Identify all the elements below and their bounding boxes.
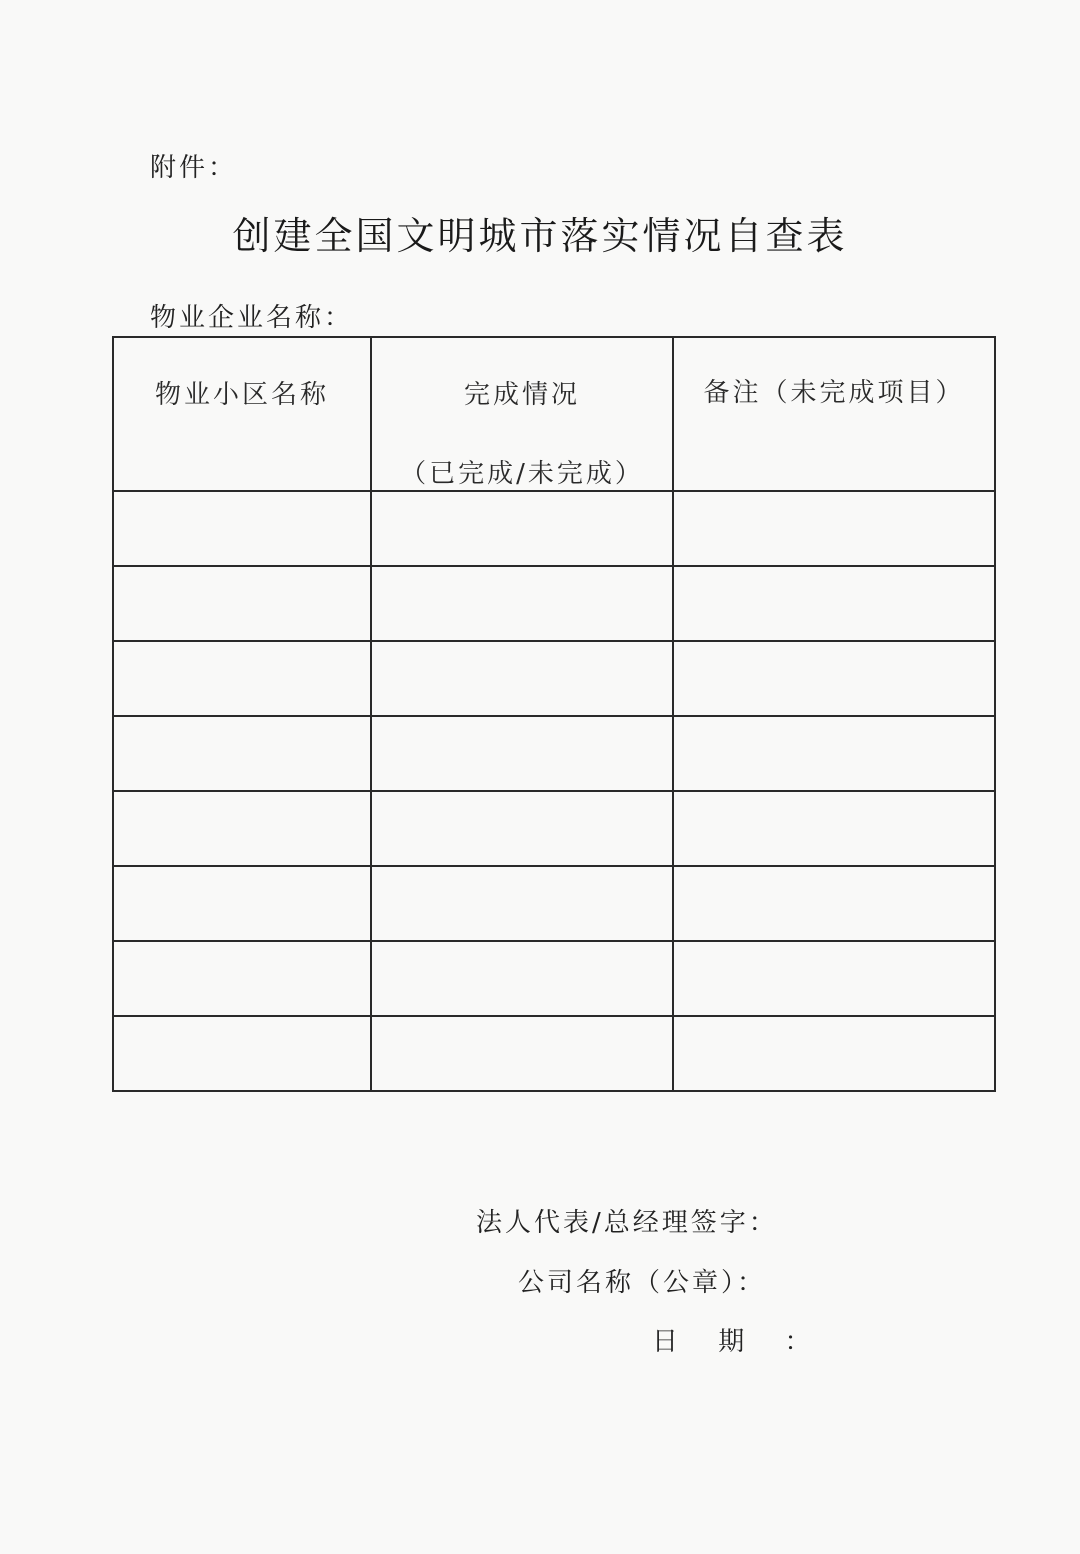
column-label: 完成情况 — [463, 380, 580, 410]
column-sublabel: （已完成/未完成） — [400, 459, 644, 489]
table-header-row — [113, 337, 995, 491]
company-name-label: 物业企业名称： — [150, 303, 354, 333]
table-cell-completion-status[interactable] — [371, 491, 673, 566]
self-check-table — [112, 336, 996, 1092]
table-cell-community-name[interactable] — [113, 866, 371, 941]
table-cell-completion-status[interactable] — [371, 716, 673, 791]
table-row — [113, 866, 995, 941]
table-cell-remarks[interactable] — [673, 491, 995, 566]
table-cell-community-name[interactable] — [113, 941, 371, 1016]
table-cell-remarks[interactable] — [673, 791, 995, 866]
column-header-remarks — [673, 337, 995, 491]
table-cell-community-name[interactable] — [113, 641, 371, 716]
table-cell-remarks[interactable] — [673, 716, 995, 791]
representative-signature-label: 法人代表/总经理签字： — [476, 1208, 778, 1238]
document-title: 创建全国文明城市落实情况自查表 — [232, 214, 848, 258]
company-seal-label: 公司名称（公章）： — [518, 1268, 767, 1298]
table-row — [113, 566, 995, 641]
table-row — [113, 491, 995, 566]
table-cell-remarks[interactable] — [673, 866, 995, 941]
table-cell-completion-status[interactable] — [371, 941, 673, 1016]
table-cell-remarks[interactable] — [673, 641, 995, 716]
column-label: 备注（未完成项目） — [703, 378, 965, 408]
table-row — [113, 941, 995, 1016]
date-label: 日 期 ： — [652, 1327, 814, 1357]
table-cell-community-name[interactable] — [113, 491, 371, 566]
table-cell-remarks[interactable] — [673, 1016, 995, 1091]
table-row — [113, 1016, 995, 1091]
attachment-label: 附件： — [150, 153, 238, 183]
table-cell-community-name[interactable] — [113, 716, 371, 791]
table-cell-completion-status[interactable] — [371, 866, 673, 941]
table-cell-community-name[interactable] — [113, 566, 371, 641]
table-cell-community-name[interactable] — [113, 791, 371, 866]
table-cell-remarks[interactable] — [673, 566, 995, 641]
column-header-community-name — [113, 337, 371, 491]
table-row — [113, 716, 995, 791]
table-row — [113, 791, 995, 866]
table-row — [113, 641, 995, 716]
table-cell-completion-status[interactable] — [371, 641, 673, 716]
table-cell-completion-status[interactable] — [371, 791, 673, 866]
column-header-completion-status — [371, 337, 673, 491]
table-cell-community-name[interactable] — [113, 1016, 371, 1091]
column-label: 物业小区名称 — [154, 380, 329, 410]
table-cell-remarks[interactable] — [673, 941, 995, 1016]
table-cell-completion-status[interactable] — [371, 1016, 673, 1091]
table-cell-completion-status[interactable] — [371, 566, 673, 641]
